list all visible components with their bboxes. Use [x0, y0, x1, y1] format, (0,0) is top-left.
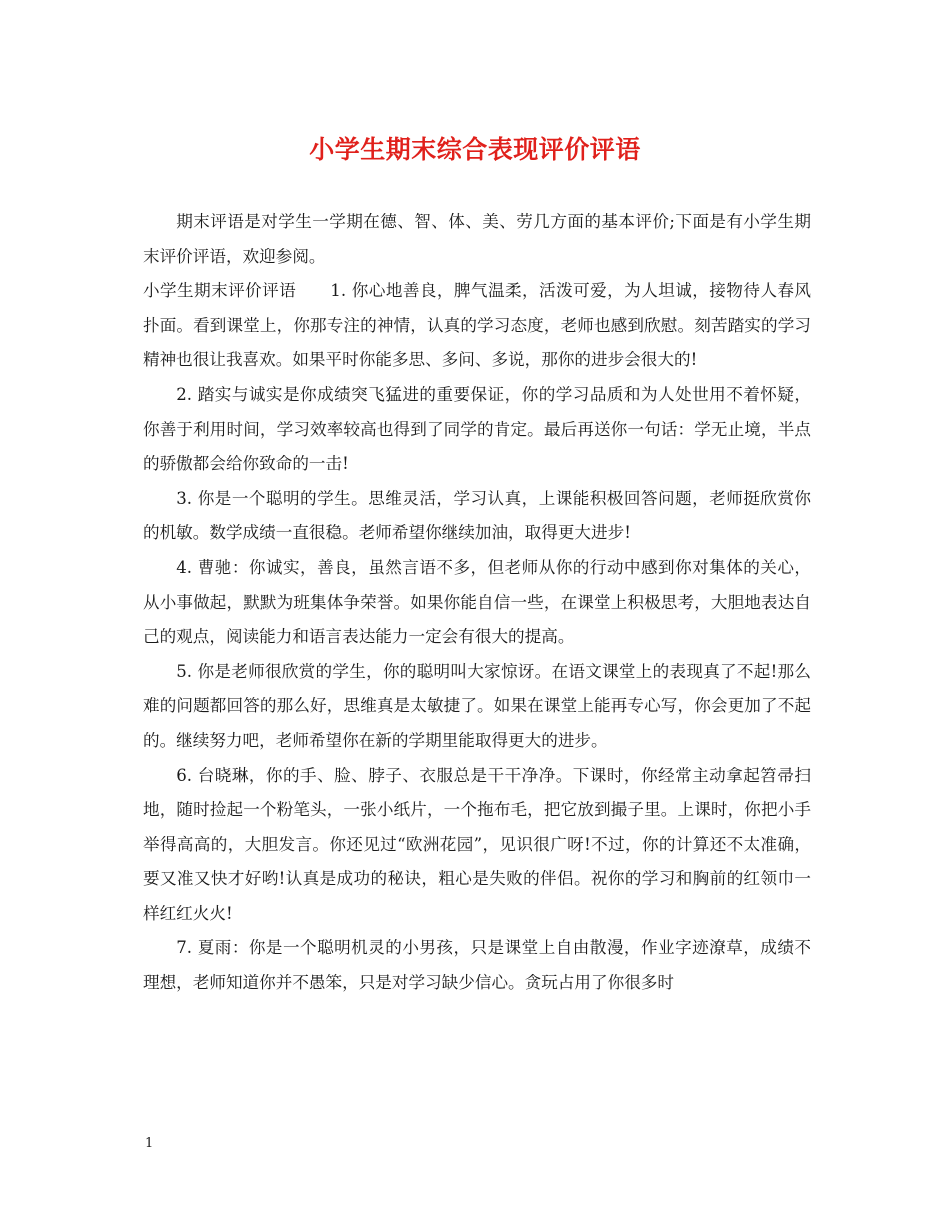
- page-number: 1: [145, 1136, 154, 1151]
- paragraph-comment-1: 小学生期末评价评语 1. 你心地善良，脾气温柔，活泼可爱，为人坦诚，接物待人春风扑面。看到课堂上，你那专注的神情，认真的学习态度，老师也感到欣慰。刻苦踏实的学习精神也很让我喜欢。如果平时你能多思、多问、多说，那你的进步会很大的!: [143, 281, 811, 370]
- paragraph-comment-3: 3. 你是一个聪明的学生。思维灵活，学习认真，上课能积极回答问题，老师挺欣赏你的机敏。数学成绩一直很稳。老师希望你继续加油，取得更大进步!: [143, 488, 811, 543]
- paragraph-intro: 期末评语是对学生一学期在德、智、体、美、劳几方面的基本评价;下面是有小学生期末评价评语，欢迎参阅。: [143, 212, 811, 266]
- document-title: 小学生期末综合表现评价评语: [309, 135, 641, 164]
- paragraph-comment-7: 7. 夏雨：你是一个聪明机灵的小男孩，只是课堂上自由散漫，作业字迹潦草，成绩不理想，老师知道你并不愚笨，只是对学习缺少信心。贪玩占用了你很多时: [143, 938, 811, 993]
- paragraph-comment-6: 6. 台晓琳，你的手、脸、脖子、衣服总是干干净净。下课时，你经常主动拿起笤帚扫地，随时捡起一个粉笔头，一张小纸片，一个拖布毛，把它放到撮子里。上课时，你把小手举得高高的，大胆发言。你还见过“欧洲花园”，见识很广呀!不过，你的计算还不太准确，要又准又快才好哟!认真是成功的秘诀，粗心是失败的伴侣。祝你的学习和胸前的红领巾一样红红火火!: [143, 765, 811, 923]
- paragraph-comment-4: 4. 曹驰：你诚实，善良，虽然言语不多，但老师从你的行动中感到你对集体的关心，从小事做起，默默为班集体争荣誉。如果你能自信一些，在课堂上积极思考，大胆地表达自己的观点，阅读能力和语言表达能力一定会有很大的提高。: [143, 557, 811, 647]
- paragraph-comment-5: 5. 你是老师很欣赏的学生，你的聪明叫大家惊讶。在语文课堂上的表现真了不起!那么难的问题都回答的那么好，思维真是太敏捷了。如果在课堂上能再专心写，你会更加了不起的。继续努力吧，老师希望你在新的学期里能取得更大的进步。: [143, 661, 811, 750]
- paragraph-comment-2: 2. 踏实与诚实是你成绩突飞猛进的重要保证，你的学习品质和为人处世用不着怀疑，你善于利用时间，学习效率较高也得到了同学的肯定。最后再送你一句话：学无止境，半点的骄傲都会给你致命的一击!: [143, 384, 811, 474]
- document-body: [143, 205, 811, 1001]
